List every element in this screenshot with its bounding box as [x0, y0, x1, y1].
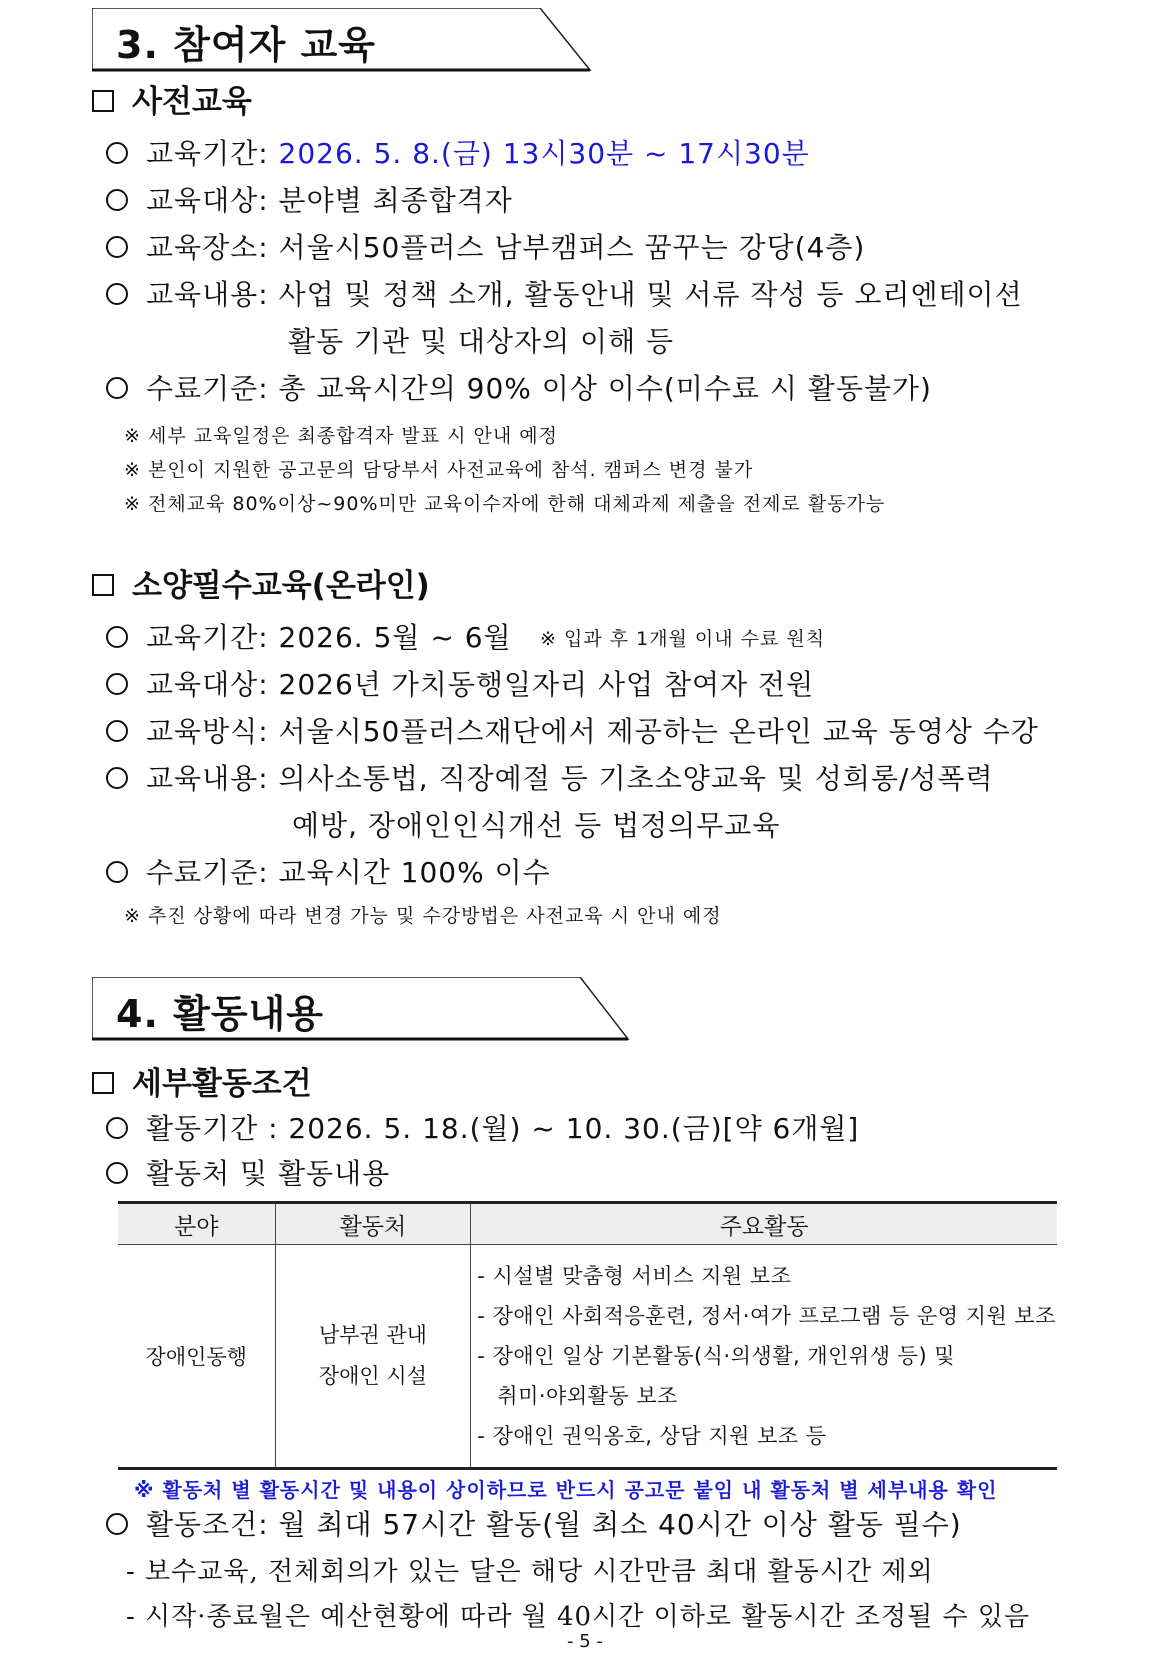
pre-item-target: 교육대상: 분야별 최종합격자: [106, 179, 513, 219]
square-bullet-icon: [92, 1072, 114, 1094]
online-item-method: 교육방식: 서울시50플러스재단에서 제공하는 온라인 교육 동영상 수강: [106, 710, 1039, 750]
table-header: 활동처: [275, 1203, 471, 1245]
circle-bullet-icon: [106, 1162, 128, 1184]
circle-bullet-icon: [106, 626, 128, 648]
section-4-title: 4. 활동내용: [116, 992, 324, 1036]
section-4-header: [92, 977, 632, 1039]
condition-sub: - 시작·종료월은 예산현황에 따라 월 40시간 이하로 활동시간 조정될 수 있음: [126, 1602, 1031, 1632]
circle-bullet-icon: [106, 283, 128, 305]
activity-period: 활동기간 : 2026. 5. 18.(월) ~ 10. 30.(금)[약 6개월]: [106, 1107, 859, 1147]
list-item: - 시설별 맞춤형 서비스 지원 보조: [477, 1264, 792, 1288]
section-3-title: 3. 참여자 교육: [116, 23, 376, 67]
circle-bullet-icon: [106, 189, 128, 211]
list-item: 취미·야외활동 보조: [497, 1384, 678, 1408]
pre-item-criteria: 수료기준: 총 교육시간의 90% 이상 이수(미수료 시 활동불가): [106, 367, 932, 407]
circle-bullet-icon: [106, 861, 128, 883]
detail-conditions-heading: 세부활동조건: [92, 1058, 312, 1103]
circle-bullet-icon: [106, 142, 128, 164]
circle-bullet-icon: [106, 236, 128, 258]
list-item: - 장애인 일상 기본활동(식·의생활, 개인위생 등) 및: [477, 1344, 956, 1368]
online-item-target: 교육대상: 2026년 가치동행일자리 사업 참여자 전원: [106, 663, 814, 703]
circle-bullet-icon: [106, 767, 128, 789]
pre-item-content: 교육내용: 사업 및 정책 소개, 활동안내 및 서류 작성 등 오리엔테이션: [106, 273, 1023, 313]
section-3-header: [92, 8, 592, 70]
online-item-period: 교육기간: 2026. 5월 ~ 6월: [106, 616, 512, 656]
circle-bullet-icon: [106, 1117, 128, 1139]
online-education-heading: 소양필수교육(온라인): [92, 560, 430, 605]
circle-bullet-icon: [106, 377, 128, 399]
circle-bullet-icon: [106, 720, 128, 742]
online-item-criteria: 수료기준: 교육시간 100% 이수: [106, 851, 551, 891]
list-item: - 장애인 권익옹호, 상담 지원 보조 등: [477, 1424, 827, 1448]
pre-item-content-cont: 활동 기관 및 대상자의 이해 등: [288, 325, 675, 358]
online-period-note: ※ 입과 후 1개월 이내 수료 원칙: [540, 628, 826, 650]
circle-bullet-icon: [106, 673, 128, 695]
activity-places: 활동처 및 활동내용: [106, 1152, 390, 1192]
square-bullet-icon: [92, 90, 114, 112]
pre-note: ※ 본인이 지원한 공고문의 담당부서 사전교육에 참석. 캠퍼스 변경 불가: [124, 459, 754, 481]
square-bullet-icon: [92, 574, 114, 596]
table-cell-activities: [471, 1245, 1057, 1469]
pre-period-value: 2026. 5. 8.(금) 13시30분 ~ 17시30분: [278, 137, 810, 170]
pre-note: ※ 세부 교육일정은 최종합격자 발표 시 안내 예정: [124, 425, 558, 447]
table-cell-field: 장애인동행: [118, 1245, 275, 1469]
activity-table: [118, 1201, 1057, 1470]
online-item-content-cont: 예방, 장애인인식개선 등 법정의무교육: [292, 809, 781, 842]
condition-sub: - 보수교육, 전체회의가 있는 달은 해당 시간만큼 최대 활동시간 제외: [126, 1557, 934, 1587]
table-row: [118, 1245, 1057, 1469]
table-header: 분야: [118, 1203, 275, 1245]
table-header: 주요활동: [471, 1203, 1057, 1245]
online-item-content: 교육내용: 의사소통법, 직장예절 등 기초소양교육 및 성희롱/성폭력: [106, 757, 994, 797]
table-note: ※ 활동처 별 활동시간 및 내용이 상이하므로 반드시 공고문 붙임 내 활동처 별 세부내용 확인: [134, 1478, 998, 1502]
table-header-row: [118, 1203, 1057, 1245]
activity-condition: 활동조건: 월 최대 57시간 활동(월 최소 40시간 이상 활동 필수): [106, 1503, 962, 1543]
list-item: - 장애인 사회적응훈련, 정서·여가 프로그램 등 운영 지원 보조: [477, 1304, 1056, 1328]
pre-item-location: 교육장소: 서울시50플러스 남부캠퍼스 꿈꾸는 강당(4층): [106, 226, 865, 266]
pre-note: ※ 전체교육 80%이상~90%미만 교육이수자에 한해 대체과제 제출을 전제로 활동가능: [124, 493, 886, 515]
page-number: - 5 -: [567, 1631, 603, 1652]
online-note: ※ 추진 상황에 따라 변경 가능 및 수강방법은 사전교육 시 안내 예정: [124, 905, 722, 927]
pre-item-period: 교육기간: 2026. 5. 8.(금) 13시30분 ~ 17시30분: [106, 132, 810, 172]
pre-education-heading: 사전교육: [92, 76, 252, 121]
circle-bullet-icon: [106, 1513, 128, 1535]
table-cell-place: 남부권 관내 장애인 시설: [275, 1245, 471, 1469]
